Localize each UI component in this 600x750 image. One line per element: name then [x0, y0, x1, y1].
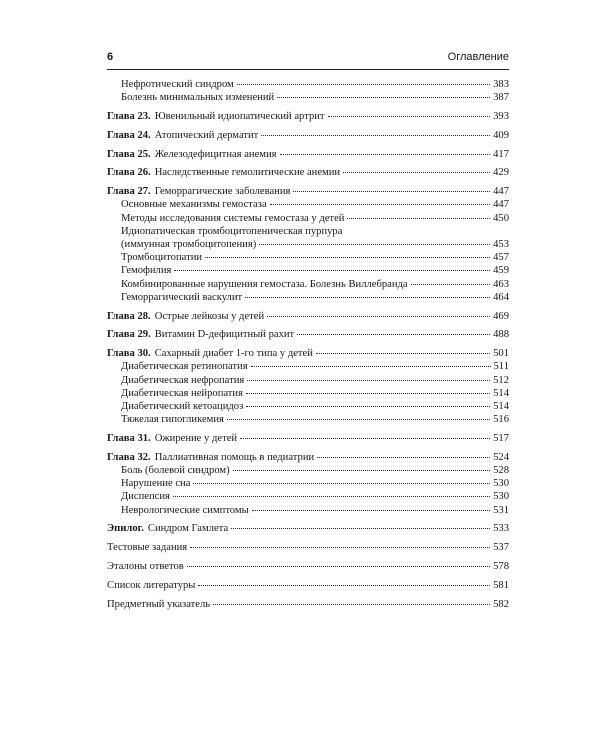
toc-chapter-entry	[107, 185, 509, 198]
entry-title: Паллиативная помощь в педиатрии	[154, 451, 315, 463]
entry-title: Болезнь минимальных изменений	[121, 92, 275, 104]
toc-section-entry	[107, 387, 509, 400]
entry-page-number: 393	[493, 111, 509, 122]
entry-title: Геморрагические заболевания	[154, 186, 291, 198]
dot-leader	[231, 528, 490, 529]
chapter-label: Глава 28.	[107, 310, 151, 322]
entry-page-number: 459	[493, 265, 509, 277]
entry-title: Основные механизмы гемостаза	[121, 199, 267, 211]
dot-leader	[259, 244, 490, 245]
toc-section-entry	[107, 225, 509, 238]
page-header	[107, 51, 509, 70]
running-head: Оглавление	[447, 51, 509, 63]
entry-title: Комбинированные нарушения гемостаза. Болезнь Виллебранда	[121, 278, 408, 290]
dot-leader	[247, 380, 490, 381]
toc-section-entry	[107, 464, 509, 477]
toc-section-entry	[107, 278, 509, 291]
dot-leader	[267, 316, 490, 317]
entry-page-number: 429	[493, 167, 509, 179]
dot-leader	[411, 284, 490, 285]
entry-title: Диабетическая нейропатия	[121, 387, 243, 399]
entry-page-number: 387	[493, 92, 509, 104]
entry-title: Сахарный диабет 1-го типа у детей	[154, 348, 313, 360]
chapter-label: Глава 24.	[107, 129, 151, 141]
entry-title: Диабетическая ретинопатия	[121, 361, 248, 373]
entry-title: Предметный указатель	[107, 598, 211, 610]
entry-title: Диабетический кетоацидоз	[121, 401, 244, 413]
entry-page-number: 582	[493, 598, 509, 610]
toc-chapter-entry	[107, 310, 509, 323]
entry-page-number: 457	[493, 252, 509, 264]
entry-page-number: 463	[493, 278, 509, 290]
chapter-label: Глава 27.	[107, 186, 151, 198]
entry-title: Тестовые задания	[107, 542, 188, 554]
entry-title: Геморрагический васкулит	[121, 291, 243, 303]
chapter-label: Глава 29.	[107, 329, 151, 341]
dot-leader	[213, 604, 490, 605]
dot-leader	[280, 154, 491, 155]
entry-page-number: 447	[493, 186, 509, 198]
entry-title: Синдром Гамлета	[147, 523, 229, 535]
chapter-label: Глава 32.	[107, 451, 151, 463]
dot-leader	[227, 419, 490, 420]
entry-page-number: 578	[493, 561, 509, 573]
entry-title: Методы исследования системы гемостаза у детей	[121, 212, 345, 224]
toc-chapter-entry	[107, 432, 509, 445]
entry-title: Идиопатическая тромбоцитопеническая пурпура	[121, 225, 343, 237]
dot-leader	[190, 547, 490, 548]
dot-leader	[261, 135, 490, 136]
entry-page-number: 528	[493, 465, 509, 477]
table-of-contents	[107, 78, 509, 611]
entry-title: Боль (болевой синдром)	[121, 465, 230, 477]
entry-page-number: 581	[493, 579, 509, 591]
chapter-label: Глава 25.	[107, 148, 151, 160]
dot-leader	[237, 84, 490, 85]
entry-page-number: 501	[493, 348, 509, 360]
dot-leader	[187, 566, 490, 567]
entry-page-number: 450	[493, 212, 509, 224]
toc-section-entry	[107, 198, 509, 211]
chapter-label: Глава 31.	[107, 433, 151, 445]
dot-leader	[246, 393, 490, 394]
toc-section-entry	[107, 360, 509, 373]
toc-chapter-entry	[107, 560, 509, 573]
toc-section-entry	[107, 374, 509, 387]
entry-title: Острые лейкозы у детей	[154, 310, 265, 322]
entry-title: Нарушение сна	[121, 478, 191, 490]
entry-page-number: 517	[493, 433, 509, 445]
dot-leader	[193, 483, 490, 484]
entry-title: Неврологические симптомы	[121, 504, 249, 516]
entry-page-number: 530	[493, 478, 509, 490]
entry-title: Гемофилия	[121, 265, 172, 277]
entry-title: Диспепсия	[121, 491, 170, 503]
entry-page-number: 511	[493, 361, 509, 373]
dot-leader	[277, 97, 490, 98]
entry-title: Диабетическая нефропатия	[121, 374, 245, 386]
toc-section-entry	[107, 264, 509, 277]
entry-page-number: 524	[493, 451, 509, 463]
entry-title: Тромбоцитопатии	[121, 252, 203, 264]
toc-section-entry	[107, 251, 509, 264]
entry-title: Наследственные гемолитические анемии	[154, 167, 341, 179]
chapter-label: Эпилог.	[107, 523, 144, 535]
dot-leader	[251, 366, 491, 367]
toc-chapter-entry	[107, 148, 509, 161]
toc-section-entry	[107, 413, 509, 426]
dot-leader	[317, 457, 490, 458]
entry-title: Нефротический синдром	[121, 79, 234, 90]
dot-leader	[198, 585, 490, 586]
toc-chapter-entry	[107, 328, 509, 341]
toc-chapter-entry	[107, 129, 509, 142]
dot-leader	[328, 116, 491, 117]
entry-page-number: 531	[493, 504, 509, 516]
dot-leader	[246, 406, 490, 407]
entry-page-number: 516	[493, 414, 509, 426]
entry-page-number: 383	[493, 79, 509, 90]
entry-page-number: 469	[493, 310, 509, 322]
dot-leader	[297, 334, 490, 335]
toc-chapter-entry	[107, 166, 509, 179]
entry-page-number: 417	[493, 148, 509, 160]
entry-page-number: 514	[493, 387, 509, 399]
entry-title: Витамин D-дефицитный рахит	[154, 329, 295, 341]
toc-chapter-entry	[107, 541, 509, 554]
entry-page-number: 447	[493, 199, 509, 211]
toc-section-entry	[107, 212, 509, 225]
entry-page-number: 512	[493, 374, 509, 386]
dot-leader	[316, 353, 490, 354]
toc-section-entry	[107, 400, 509, 413]
toc-chapter-entry	[107, 110, 509, 123]
chapter-label: Глава 26.	[107, 167, 151, 179]
toc-section-entry	[107, 238, 509, 251]
dot-leader	[205, 257, 490, 258]
chapter-label: Глава 23.	[107, 111, 151, 122]
entry-page-number: 530	[493, 491, 509, 503]
entry-page-number: 409	[493, 129, 509, 141]
dot-leader	[173, 496, 490, 497]
entry-title: Ювенильный идиопатический артрит	[154, 111, 325, 122]
toc-section-entry	[107, 291, 509, 304]
dot-leader	[240, 438, 490, 439]
toc-chapter-entry	[107, 598, 509, 611]
dot-leader	[245, 297, 490, 298]
entry-page-number: 464	[493, 291, 509, 303]
toc-section-entry	[107, 91, 509, 104]
entry-page-number: 537	[493, 542, 509, 554]
dot-leader	[233, 470, 490, 471]
entry-page-number: 514	[493, 401, 509, 413]
dot-leader	[270, 204, 490, 205]
toc-chapter-entry	[107, 579, 509, 592]
entry-title: Эталоны ответов	[107, 561, 184, 573]
page-number: 6	[107, 51, 114, 63]
toc-chapter-entry	[107, 522, 509, 535]
dot-leader	[343, 172, 490, 173]
toc-section-entry	[107, 477, 509, 490]
toc-chapter-entry	[107, 347, 509, 360]
entry-title: Список литературы	[107, 579, 196, 591]
dot-leader	[174, 270, 490, 271]
entry-title: Ожирение у детей	[154, 433, 238, 445]
dot-leader	[252, 510, 490, 511]
entry-title: Железодефицитная анемия	[154, 148, 277, 160]
toc-section-entry	[107, 78, 509, 91]
toc-chapter-entry	[107, 451, 509, 464]
entry-page-number: 453	[493, 239, 509, 250]
toc-section-entry	[107, 490, 509, 503]
entry-page-number: 533	[493, 523, 509, 535]
toc-section-entry	[107, 504, 509, 517]
entry-page-number: 488	[493, 329, 509, 341]
entry-title: Атопический дерматит	[154, 129, 259, 141]
chapter-label: Глава 30.	[107, 348, 151, 360]
entry-title: Тяжелая гипогликемия	[121, 414, 224, 426]
dot-leader	[347, 218, 490, 219]
dot-leader	[293, 191, 490, 192]
entry-title: (иммунная тромбоцитопения)	[121, 239, 257, 250]
